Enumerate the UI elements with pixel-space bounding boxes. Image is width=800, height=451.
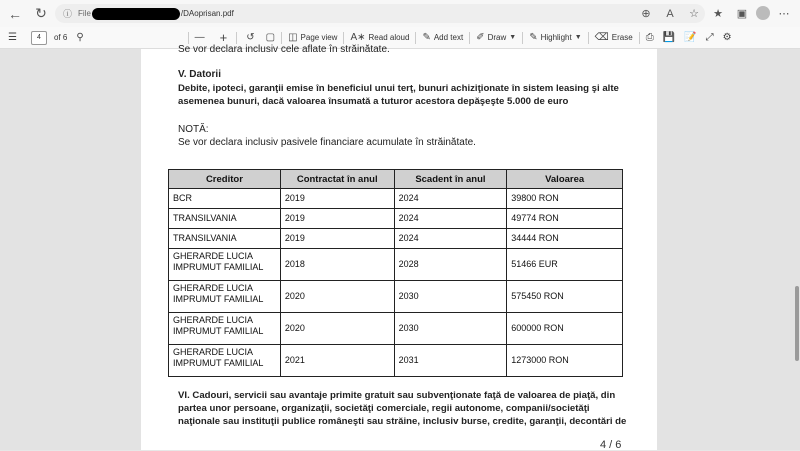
fit-page-icon[interactable]: ▢ [265,32,276,43]
erase-button[interactable] [595,27,633,49]
scadent-cell: 2030 [394,313,507,345]
favorites-list-icon[interactable]: ★ [713,8,723,20]
pdf-page [141,44,657,450]
url-suffix: /DAoprisan.pdf [180,9,234,18]
scadent-cell: 2024 [394,209,507,229]
rotate-icon[interactable]: ↺ [246,32,255,43]
collections-icon[interactable]: ▣ [736,8,748,20]
table-header-row [169,170,623,189]
scadent-cell: 2031 [394,345,507,377]
pdf-viewer-area [0,44,800,450]
add-text-button[interactable] [422,27,463,49]
creditor-name: GHERARDE LUCIA [173,347,254,357]
creditor-name: GHERARDE LUCIA [173,315,254,325]
header-valoarea: Valoarea [507,170,623,189]
contractat-cell: 2019 [280,209,394,229]
page-view-icon: ◫ [288,32,298,43]
creditor-cell [169,249,281,281]
nota-label: NOTĂ: [178,124,209,135]
print-icon[interactable]: ⎙ [645,32,654,43]
save-icon[interactable]: 💾 [662,32,676,43]
table-row [169,249,623,281]
table-row [169,189,623,209]
table-row [169,313,623,345]
contractat-cell: 2018 [280,249,394,281]
page-total: of 6 [53,33,68,42]
scadent-cell: 2024 [394,229,507,249]
section-vi-line1: VI. Cadouri, servicii sau avantaje primite gratuit sau subvenţionate faţă de valoarea de piaţă, din [178,390,616,401]
scadent-cell: 2030 [394,281,507,313]
contractat-cell: 2019 [280,229,394,249]
contractat-cell: 2020 [280,313,394,345]
creditor-cell [169,345,281,377]
highlight-chevron-down-icon[interactable]: ▼ [574,34,582,41]
valoarea-cell: 575450 RON [507,281,623,313]
draw-label: Draw [487,33,507,42]
scrollbar-thumb[interactable] [795,286,799,361]
creditor-cell [169,281,281,313]
creditor-cell: TRANSILVANIA [169,209,281,229]
address-bar-row [0,0,800,27]
section-vi-line2: partea unor persoane, organizaţii, societăţi comerciale, regii autonome, companii/societăţi [178,403,590,414]
section-v-title: V. Datorii [178,69,221,80]
eraser-icon: ⌫ [594,32,609,43]
valoarea-cell: 39800 RON [507,189,623,209]
valoarea-cell: 49774 RON [507,209,623,229]
header-contractat: Contractat în anul [280,170,394,189]
read-mode-icon[interactable]: A [666,7,674,20]
valoarea-cell: 1273000 RON [507,345,623,377]
contractat-cell: 2019 [280,189,394,209]
scadent-cell: 2024 [394,189,507,209]
table-row [169,281,623,313]
section-v-description-line2: asemenea bunuri, dacă valoarea însumată a tuturor acestora depăşeşte 5.000 de euro [178,96,569,107]
read-aloud-label: Read aloud [368,33,410,42]
draw-button[interactable] [476,27,516,49]
page-indicator: 4 / 6 [600,439,622,451]
redacted-url-segment [92,8,180,20]
section-vi-line3: naţionale sau instituţii publice româneşti sau străine, inclusiv burse, credite, garanţii, decontări de [178,416,627,427]
search-icon[interactable]: ⚲ [76,32,84,43]
add-text-label: Add text [433,33,464,42]
creditor-cell [169,313,281,345]
creditor-cell: BCR [169,189,281,209]
contents-icon[interactable]: ☰ [8,32,17,43]
more-menu-icon[interactable]: ⋯ [778,8,790,20]
table-row [169,229,623,249]
creditor-note: IMPRUMUT FAMILIAL [173,326,264,336]
creditor-note: IMPRUMUT FAMILIAL [173,262,264,272]
contractat-cell: 2021 [280,345,394,377]
scrollbar[interactable] [794,49,800,450]
favorite-icon[interactable]: ☆ [689,8,699,20]
settings-gear-icon[interactable]: ⚙ [722,32,732,43]
table-row [169,209,623,229]
page-view-label: Page view [300,33,338,42]
creditor-note: IMPRUMUT FAMILIAL [173,294,264,304]
valoarea-cell: 600000 RON [507,313,623,345]
url-prefix: File [78,9,91,18]
header-creditor: Creditor [169,170,281,189]
page-number-input[interactable]: 4 [31,31,47,45]
cut-off-note-text: Se vor declara inclusiv cele aflate în străinătate. [178,44,390,55]
back-icon[interactable]: ← [8,5,22,22]
header-scadent: Scadent în anul [394,170,507,189]
creditor-cell: TRANSILVANIA [169,229,281,249]
creditor-name: GHERARDE LUCIA [173,283,254,293]
scadent-cell: 2028 [394,249,507,281]
url-field[interactable] [55,4,705,23]
pdf-toolbar [0,27,800,49]
creditor-note: IMPRUMUT FAMILIAL [173,358,264,368]
fullscreen-icon[interactable]: ⤢ [705,32,714,43]
debts-table [168,169,623,377]
erase-label: Erase [611,33,633,42]
valoarea-cell: 51466 EUR [507,249,623,281]
info-icon[interactable]: ⓘ [63,9,73,19]
nota-text: Se vor declara inclusiv pasivele financiare acumulate în străinătate. [178,137,476,148]
zoom-in-button[interactable]: + [219,30,228,45]
draw-icon: ✐ [476,32,485,43]
table-row [169,345,623,377]
avatar[interactable] [756,6,770,20]
contractat-cell: 2020 [280,281,394,313]
save-as-icon[interactable]: 📝 [684,32,697,43]
creditor-name: GHERARDE LUCIA [173,251,254,261]
zoom-out-button[interactable]: — [194,32,205,43]
highlight-button[interactable] [529,27,581,49]
read-aloud-icon: A∗ [350,32,366,43]
highlight-icon: ✎ [529,32,538,43]
refresh-icon[interactable]: ↻ [35,5,47,21]
highlight-label: Highlight [540,33,572,42]
add-text-icon: ✎ [422,32,431,43]
zoom-icon[interactable]: ⊕ [641,8,651,20]
valoarea-cell: 34444 RON [507,229,623,249]
section-v-description-line1: Debite, ipoteci, garanţii emise în beneficiul unui terţ, bunuri achiziţionate în sistem leasing şi alte [178,83,619,94]
draw-chevron-down-icon[interactable]: ▼ [509,34,517,41]
